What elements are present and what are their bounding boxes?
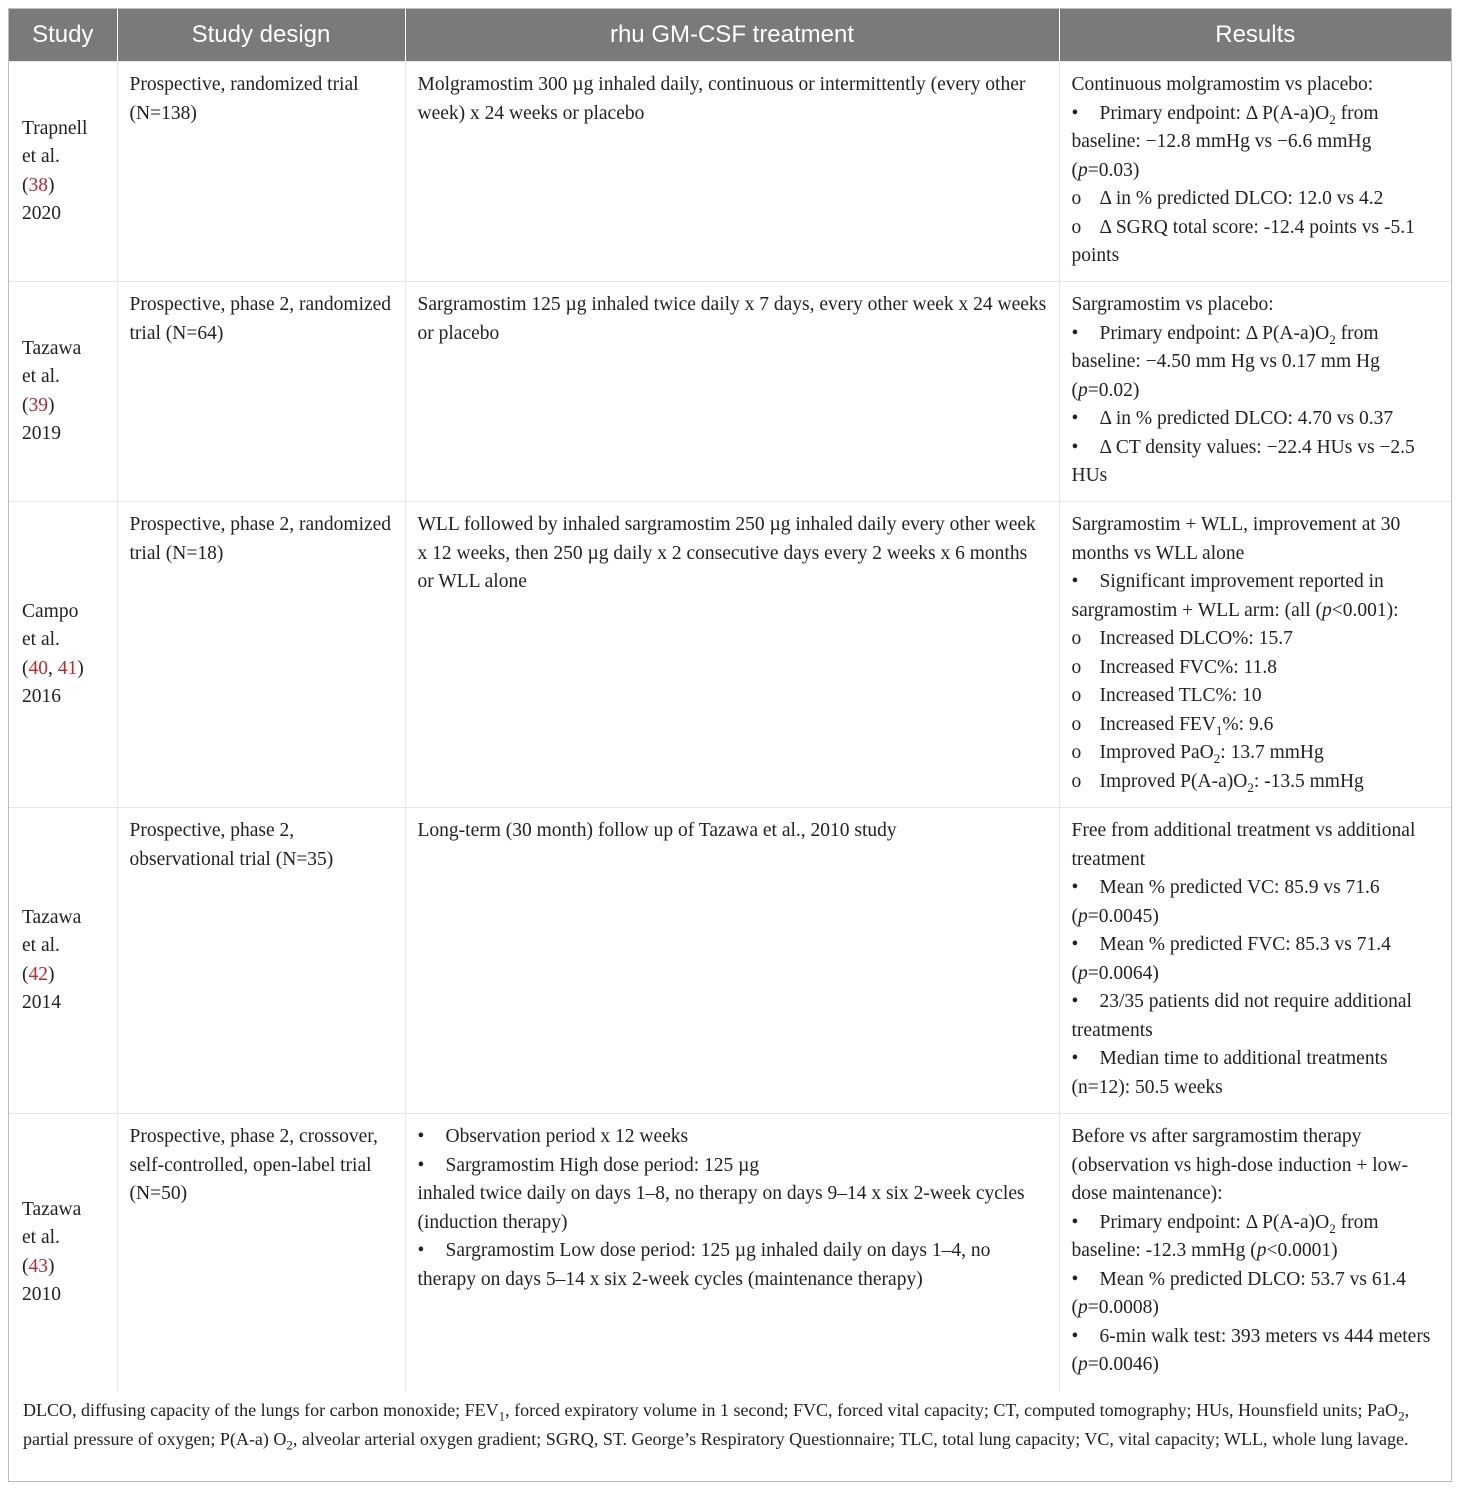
subscript: 1: [1215, 722, 1223, 738]
study-design-cell: Prospective, phase 2, crossover, self-controlled, open-label trial (N=50): [117, 1114, 405, 1392]
italic-p: p: [1256, 1240, 1267, 1261]
bullet-marker: •: [1071, 1325, 1079, 1347]
study-refs: (38): [22, 174, 55, 196]
subscript: 2: [1398, 1408, 1405, 1424]
bullet-marker: o: [1071, 770, 1082, 792]
results-item: • Mean % predicted VC: 85.9 vs 71.6 (p=0.0045): [1072, 874, 1440, 931]
header-results: Results: [1059, 9, 1451, 62]
study-design-cell: Prospective, randomized trial (N=138): [117, 62, 405, 282]
results-item: o Increased $FEV_1\%$: 9.6: [1072, 711, 1440, 740]
results-item: o Improved $P(A-a)O_2$: -13.5 mmHg: [1072, 768, 1440, 797]
italic-p: p: [1078, 905, 1088, 927]
bullet-marker: •: [1071, 934, 1079, 955]
study-refs: (40, 41): [22, 657, 84, 679]
table-header-row: [9, 9, 1451, 62]
bullet-marker: •: [1071, 102, 1079, 124]
treatment-cell: Molgramostim 300 µg inhaled daily, continuous or intermittently (every other week) x 24 weeks or placebo: [405, 62, 1059, 282]
bullet-marker: •: [1071, 1211, 1079, 1233]
bullet-marker: •: [1071, 991, 1079, 1012]
italic-p: p: [1078, 1354, 1088, 1375]
study-etal: et al.: [22, 935, 60, 956]
reference-link[interactable]: 40: [28, 657, 48, 679]
italic-p: p: [1078, 379, 1088, 401]
subscript: 2: [286, 1437, 293, 1453]
header-study-design: Study design: [117, 9, 405, 62]
treatment-cell: Sargramostim 125 µg inhaled twice daily x 7 days, every other week x 24 weeks or placebo: [405, 282, 1059, 502]
study-etal: et al.: [22, 366, 60, 387]
table-footnote: DLCO, diffusing capacity of the lungs for carbon monoxide; $FEV_1$, forced expiratory volume in 1 second; FVC, forced vital capacity; CT, computed tomography; HUs, Hounsfield units; PaO$_2$, partial pressure of oxygen; P(A-a) $O_2$, alveolar arterial oxygen gradient; SGRQ, ST. George’s Respiratory Questionnaire; TLC, total lung capacity; VC, vital capacity; WLL, whole lung lavage.: [23, 1400, 1410, 1453]
results-item: • Primary endpoint: Δ $P(A-a)O_2$ from baseline: −12.8 mmHg vs −6.6 mmHg (p=0.03): [1072, 100, 1440, 186]
subscript: 2: [1213, 750, 1221, 766]
bullet-marker: •: [417, 1126, 425, 1147]
results-heading: Continuous molgramostim vs placebo:: [1071, 74, 1374, 95]
study-author: Tazawa: [22, 906, 82, 928]
results-item: o Increased FVC%: 11.8: [1072, 654, 1440, 683]
bullet-marker: •: [417, 1154, 425, 1176]
reference-link[interactable]: 38: [28, 174, 48, 196]
table-row: [9, 282, 1451, 502]
italic-p: p: [1078, 962, 1088, 984]
table-row: [9, 62, 1451, 282]
study-cell: [9, 282, 117, 502]
bullet-marker: o: [1071, 742, 1082, 763]
study-author: Campo: [22, 600, 79, 622]
study-year: 2020: [22, 203, 61, 224]
reference-link[interactable]: 39: [28, 394, 48, 416]
study-cell: [9, 502, 117, 808]
study-design-cell: Prospective, phase 2, randomized trial (N=64): [117, 282, 405, 502]
results-item: o Increased TLC%: 10: [1072, 682, 1440, 711]
results-item: • Δ in % predicted DLCO: 4.70 vs 0.37: [1072, 405, 1440, 434]
results-item: • Significant improvement reported in sargramostim + WLL arm: (all (p<0.001):: [1072, 568, 1440, 625]
table-row: [9, 808, 1451, 1114]
results-item: • Primary endpoint: Δ $P(A-a)O_2$ from baseline: -12.3 mmHg (p<0.0001): [1072, 1209, 1440, 1266]
subscript: 2: [1247, 779, 1254, 795]
results-cell: [1059, 808, 1451, 1114]
results-item: • Mean % predicted DLCO: 53.7 vs 61.4 (p=0.0008): [1072, 1266, 1440, 1323]
treatment-item: inhaled twice daily on days 1–8, no therapy on days 9–14 x six 2-week cycles (induction therapy): [417, 1183, 1025, 1233]
results-heading: Sargramostim vs placebo:: [1071, 294, 1274, 315]
subscript: 2: [1329, 331, 1336, 347]
study-cell: [9, 62, 117, 282]
study-etal: et al.: [22, 629, 60, 650]
bullet-marker: o: [1071, 216, 1082, 238]
study-author: Trapnell: [22, 117, 88, 139]
bullet-marker: •: [1071, 436, 1079, 458]
study-year: 2014: [22, 992, 61, 1013]
treatment-cell: [405, 1114, 1059, 1392]
results-item: o Improved PaO$_2$: 13.7 mmHg: [1072, 739, 1440, 768]
study-etal: et al.: [22, 146, 60, 167]
bullet-marker: o: [1071, 628, 1082, 649]
results-cell: [1059, 62, 1451, 282]
study-refs: (43): [22, 1255, 55, 1277]
header-study: Study: [9, 9, 117, 62]
table-frame: [8, 8, 1452, 1482]
treatment-cell: WLL followed by inhaled sargramostim 250 µg inhaled daily every other week x 12 weeks, then 250 µg daily x 2 consecutive days every 2 weeks x 6 months or WLL alone: [405, 502, 1059, 808]
bullet-marker: o: [1071, 713, 1082, 735]
table-row: [9, 1114, 1451, 1392]
study-table: [9, 9, 1451, 1392]
study-author: Tazawa: [22, 1198, 82, 1220]
study-refs: (39): [22, 394, 55, 416]
italic-p: p: [1322, 599, 1332, 621]
results-item: • Δ CT density values: −22.4 HUs vs −2.5 HUs: [1072, 434, 1440, 491]
treatment-cell: Long-term (30 month) follow up of Tazawa et al., 2010 study: [405, 808, 1059, 1114]
results-cell: [1059, 1114, 1451, 1392]
results-item: o Δ in % predicted DLCO: 12.0 vs 4.2: [1072, 185, 1440, 214]
study-author: Tazawa: [22, 337, 82, 359]
subscript: 2: [1329, 1220, 1336, 1236]
bullet-marker: o: [1071, 188, 1082, 209]
bullet-marker: •: [1071, 408, 1079, 429]
header-treatment: rhu GM-CSF treatment: [405, 9, 1059, 62]
study-design-cell: Prospective, phase 2, randomized trial (N=18): [117, 502, 405, 808]
bullet-marker: •: [1071, 877, 1079, 898]
study-design-cell: Prospective, phase 2, observational trial (N=35): [117, 808, 405, 1114]
study-year: 2019: [22, 423, 61, 444]
results-item: • 6-min walk test: 393 meters vs 444 meters (p=0.0046): [1072, 1323, 1440, 1380]
bullet-marker: •: [1071, 571, 1079, 592]
results-heading: Before vs after sargramostim therapy (observation vs high-dose induction + low-dose maintenance):: [1071, 1126, 1408, 1204]
bullet-marker: •: [1071, 322, 1079, 344]
bullet-marker: •: [417, 1240, 425, 1261]
study-refs: (42): [22, 963, 55, 985]
study-year: 2010: [22, 1284, 61, 1306]
results-item: • Median time to additional treatments (n=12): 50.5 weeks: [1072, 1045, 1440, 1102]
reference-link[interactable]: 41: [57, 657, 78, 679]
treatment-item: • Sargramostim High dose period: 125 µg: [418, 1152, 1047, 1181]
bullet-marker: o: [1071, 656, 1082, 678]
results-cell: [1059, 282, 1451, 502]
results-item: • Mean % predicted FVC: 85.3 vs 71.4 (p=0.0064): [1072, 931, 1440, 988]
subscript: 1: [498, 1408, 506, 1424]
results-cell: [1059, 502, 1451, 808]
treatment-item: • Observation period x 12 weeks: [418, 1123, 1047, 1152]
results-item: • Primary endpoint: Δ $P(A-a)O_2$ from baseline: −4.50 mm Hg vs 0.17 mm Hg (p=0.02): [1072, 320, 1440, 406]
bullet-marker: •: [1071, 1048, 1079, 1069]
study-etal: et al.: [22, 1227, 60, 1249]
reference-link[interactable]: 42: [28, 963, 48, 985]
bullet-marker: o: [1071, 685, 1082, 706]
treatment-item: • Sargramostim Low dose period: 125 µg inhaled daily on days 1–4, no therapy on days 5–14 x six 2-week cycles (maintenance therapy): [418, 1237, 1047, 1294]
results-heading: Free from additional treatment vs additional treatment: [1071, 820, 1416, 870]
table-body: [9, 62, 1451, 1392]
subscript: 2: [1329, 111, 1336, 127]
results-item: o Increased DLCO%: 15.7: [1072, 625, 1440, 654]
italic-p: p: [1078, 1297, 1088, 1318]
results-item: o Δ SGRQ total score: -12.4 points vs -5.1 points: [1072, 214, 1440, 271]
study-cell: [9, 1114, 117, 1392]
bullet-marker: •: [1071, 1268, 1079, 1290]
study-year: 2016: [22, 686, 61, 707]
results-item: • 23/35 patients did not require additional treatments: [1072, 988, 1440, 1045]
table-row: [9, 502, 1451, 808]
italic-p: p: [1078, 159, 1088, 181]
study-cell: [9, 808, 117, 1114]
results-heading: Sargramostim + WLL, improvement at 30 months vs WLL alone: [1071, 514, 1401, 564]
reference-link[interactable]: 43: [28, 1255, 48, 1277]
